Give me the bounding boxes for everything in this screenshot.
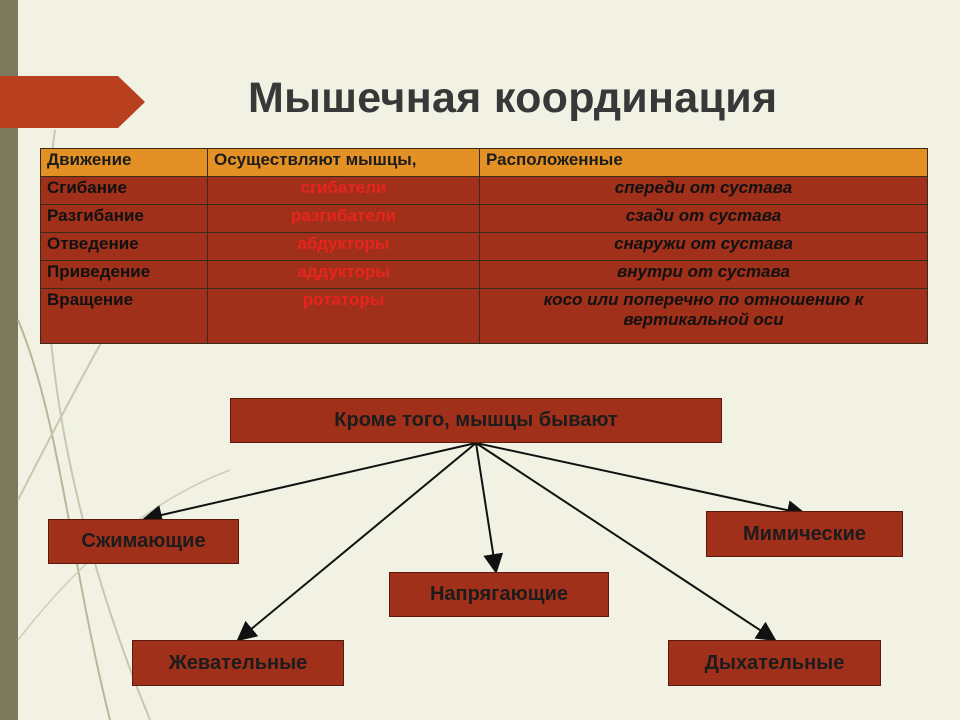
- node-mimic: Мимические: [706, 511, 903, 557]
- cell-movement: Приведение: [41, 261, 208, 289]
- header-movement: Движение: [41, 149, 208, 177]
- arrow-to-compressing: [144, 443, 476, 519]
- node-compressing: Сжимающие: [48, 519, 239, 564]
- cell-movement: Сгибание: [41, 177, 208, 205]
- cell-location: сзади от сустава: [480, 205, 928, 233]
- arrow-to-tensing: [476, 443, 496, 572]
- cell-location: снаружи от сустава: [480, 233, 928, 261]
- header-muscles: Осуществляют мышцы,: [208, 149, 480, 177]
- cell-muscles: абдукторы: [208, 233, 480, 261]
- cell-movement: Разгибание: [41, 205, 208, 233]
- cell-muscles: сгибатели: [208, 177, 480, 205]
- diagram-root-box: Кроме того, мышцы бывают: [230, 398, 722, 443]
- node-tensing: Напрягающие: [389, 572, 609, 617]
- arrow-to-mimic: [476, 443, 805, 514]
- cell-location: косо или поперечно по отношению к вертикальной оси: [480, 289, 928, 344]
- header-location: Расположенные: [480, 149, 928, 177]
- cell-movement: Отведение: [41, 233, 208, 261]
- node-chewing: Жевательные: [132, 640, 344, 686]
- page-title: Мышечная координация: [248, 74, 778, 122]
- cell-location: спереди от сустава: [480, 177, 928, 205]
- cell-muscles: разгибатели: [208, 205, 480, 233]
- cell-muscles: ротаторы: [208, 289, 480, 344]
- node-respiratory: Дыхательные: [668, 640, 881, 686]
- cell-location: внутри от сустава: [480, 261, 928, 289]
- cell-muscles: аддукторы: [208, 261, 480, 289]
- cell-movement: Вращение: [41, 289, 208, 344]
